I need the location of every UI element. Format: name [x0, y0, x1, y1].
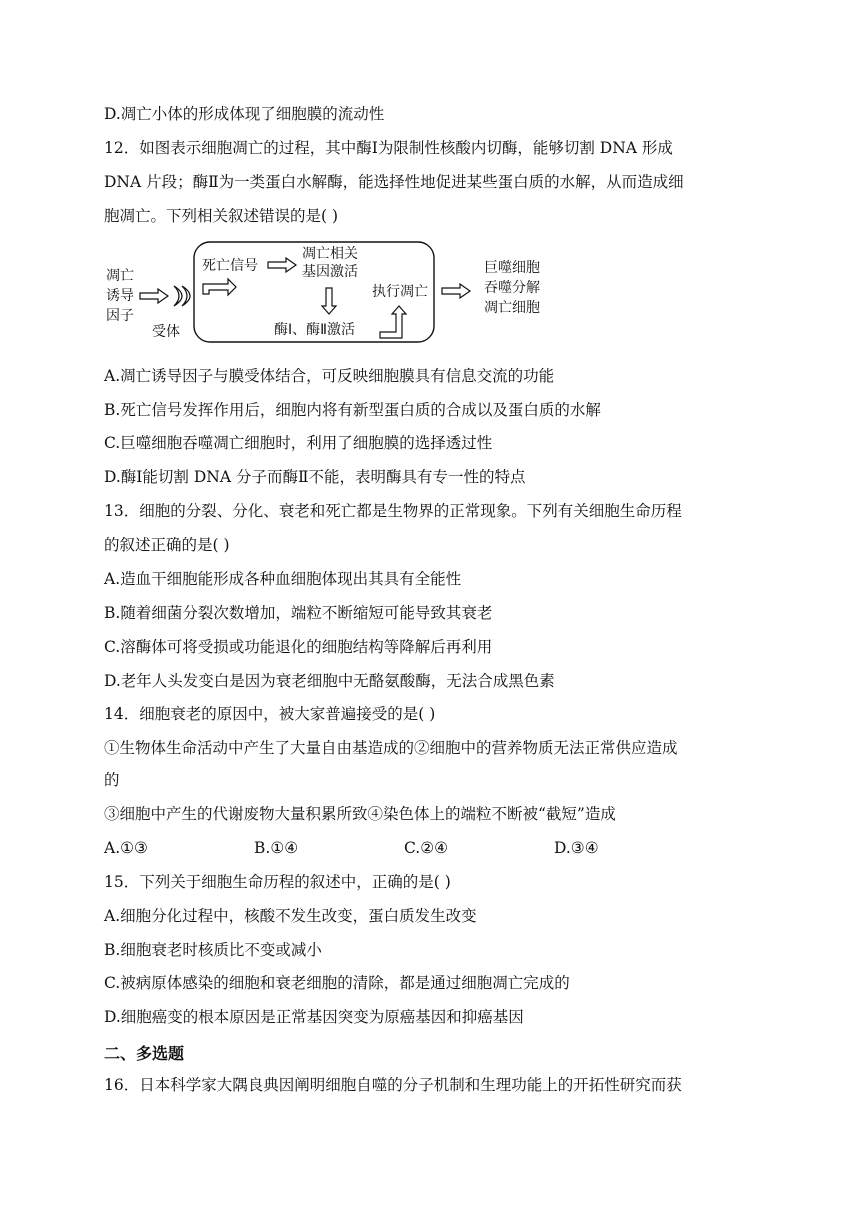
q15-option-a: A.细胞分化过程中，核酸不发生改变，蛋白质发生改变	[104, 907, 477, 925]
arrow-execute-to-macrophage	[442, 284, 470, 298]
section-heading: 二、多选题	[104, 1044, 185, 1063]
q13-option-b: B.随着细菌分裂次数增加，端粒不断缩短可能导致其衰老	[104, 604, 493, 622]
gene-label-line-1: 凋亡相关	[302, 246, 358, 262]
inducer-line-2: 诱导	[106, 288, 134, 304]
q15-option-b: B.细胞衰老时核质比不变或减小	[104, 941, 322, 959]
apoptosis-diagram	[100, 238, 560, 348]
death-signal-label: 死亡信号	[202, 258, 258, 274]
macrophage-line-2: 吞噬分解	[484, 280, 540, 296]
arrow-gene-to-enzymes	[322, 288, 336, 314]
q15-option-d: D.细胞癌变的根本原因是正常基因突变为原癌基因和抑癌基因	[104, 1008, 524, 1026]
q14-option-a: A.①③	[104, 839, 148, 857]
arrow-receptor-to-signal	[203, 279, 236, 295]
q15-option-c: C.被病原体感染的细胞和衰老细胞的清除，都是通过细胞凋亡完成的	[104, 974, 570, 992]
q16-stem: 16．日本科学家大隅良典因阐明细胞自噬的分子机制和生理功能上的开拓性研究而获	[104, 1076, 682, 1094]
inducer-line-3: 因子	[106, 308, 134, 324]
execute-label: 执行凋亡	[372, 284, 428, 300]
q14-stem: 14．细胞衰老的原因中，被大家普遍接受的是( )	[104, 705, 436, 723]
q14-option-c: C.②④	[404, 839, 449, 857]
q12-option-b: B.死亡信号发挥作用后，细胞内将有新型蛋白质的合成以及蛋白质的水解	[104, 401, 601, 419]
q15-stem: 15．下列关于细胞生命历程的叙述中，正确的是( )	[104, 873, 451, 891]
macrophage-line-1: 巨噬细胞	[484, 260, 540, 276]
q13-stem-line-2: 的叙述正确的是( )	[104, 536, 230, 554]
q12-stem-line-1: 12．如图表示细胞凋亡的过程，其中酶Ⅰ为限制性核酸内切酶，能够切割 DNA 形成	[104, 139, 673, 157]
q12-option-a: A.凋亡诱导因子与膜受体结合，可反映细胞膜具有信息交流的功能	[104, 367, 555, 385]
q14-item-line-3: ③细胞中产生的代谢废物大量积累所致④染色体上的端粒不断被“截短”造成	[104, 805, 616, 823]
receptor-label: 受体	[152, 324, 180, 340]
q14-option-b: B.①④	[254, 839, 299, 857]
q13-option-a: A.造血干细胞能形成各种血细胞体现出其具有全能性	[104, 570, 462, 588]
q12-option-c: C.巨噬细胞吞噬凋亡细胞时，利用了细胞膜的选择透过性	[104, 434, 493, 452]
arrow-inducer-to-receptor	[140, 289, 168, 303]
q14-option-d: D.③④	[554, 839, 599, 857]
q14-item-line-1: ①生物体生命活动中产生了大量自由基造成的②细胞中的营养物质无法正常供应造成	[104, 739, 678, 757]
q12-stem-line-2: DNA 片段；酶Ⅱ为一类蛋白水解酶，能选择性地促进某些蛋白质的水解，从而造成细	[104, 173, 684, 191]
arrow-enzymes-to-execute	[380, 306, 406, 338]
gene-label-line-2: 基因激活	[302, 264, 358, 280]
enzymes-label: 酶Ⅰ、酶Ⅱ激活	[274, 322, 356, 338]
arrow-signal-to-gene	[268, 258, 296, 272]
q12-option-d: D.酶Ⅰ能切割 DNA 分子而酶Ⅱ不能，表明酶具有专一性的特点	[104, 468, 526, 486]
macrophage-line-3: 凋亡细胞	[484, 300, 540, 316]
q13-stem-line-1: 13．细胞的分裂、分化、衰老和死亡都是生物界的正常现象。下列有关细胞生命历程	[104, 502, 682, 520]
q11-option-d: D.凋亡小体的形成体现了细胞膜的流动性	[104, 105, 385, 123]
q13-option-d: D.老年人头发变白是因为衰老细胞中无酪氨酸酶，无法合成黑色素	[104, 672, 555, 690]
q12-stem-line-3: 胞凋亡。下列相关叙述错误的是( )	[104, 207, 339, 225]
receptor-icon	[174, 286, 190, 306]
q13-option-c: C.溶酶体可将受损或功能退化的细胞结构等降解后再利用	[104, 638, 493, 656]
inducer-line-1: 凋亡	[106, 268, 134, 284]
q14-item-line-2: 的	[104, 771, 120, 789]
